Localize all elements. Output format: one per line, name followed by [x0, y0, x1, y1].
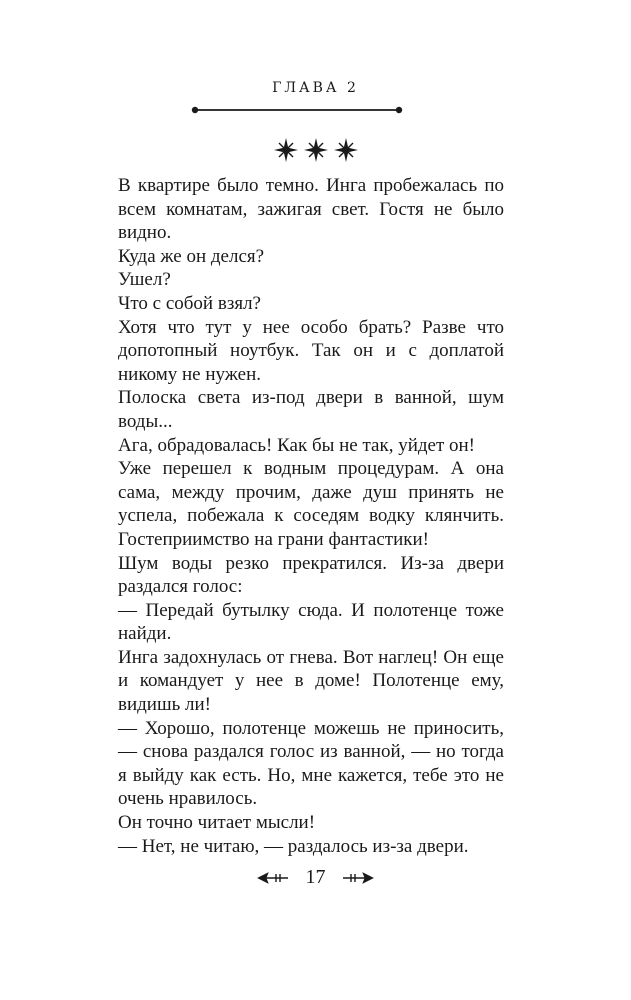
paragraph: — Хорошо, полотенце можешь не приносить, — снова раздался голос из ванной, — но тогда я выйду как есть. Но, мне кажется, тебе это не очень нравилось. [118, 717, 504, 810]
paragraph: В квартире было темно. Инга пробежалась по всем комнатам, зажигая свет. Гостя не было видно. [118, 175, 504, 244]
paragraph: Ага, обрадовалась! Как бы не так, уйдет он! [118, 434, 476, 456]
header-rule-left-dot [192, 107, 198, 113]
paragraph: Что с собой взял? [118, 292, 261, 314]
paragraph: Шум воды резко прекратился. Из-за двери раздался голос: [118, 552, 504, 598]
header-rule [191, 104, 403, 116]
arrow-left-ornament-icon [256, 871, 290, 885]
header-rule-right-dot [396, 107, 402, 113]
three-four-point-stars-icon [271, 136, 361, 164]
page-footer [0, 866, 631, 894]
paragraph: Куда же он делся? [118, 245, 265, 267]
paragraph: Полоска света из-под двери в ванной, шум воды... [118, 387, 504, 432]
section-break [0, 136, 631, 164]
body-text [118, 174, 504, 858]
arrow-right-ornament-icon [341, 871, 375, 885]
paragraph: — Передай бутылку сюда. И полотенце тоже найди. [118, 599, 504, 645]
paragraph: Он точно читает мысли! [118, 812, 316, 834]
paragraph: Уже перешел к водным процедурам. А она сама, между прочим, даже душ принять не успела, побежала к соседям водку клянчить. Гостеприимство на грани фантастики! [118, 458, 504, 550]
paragraph: — Нет, не читаю, — раздалось из-за двери. [118, 835, 469, 857]
paragraph: Хотя что тут у нее особо брать? Разве что допотопный ноутбук. Так он и с доплатой никому не нужен. [118, 316, 504, 385]
chapter-title: ГЛАВА 2 [272, 80, 359, 96]
page-number: 17 [305, 866, 326, 888]
paragraph: Инга задохнулась от гнева. Вот наглец! Он еще и командует у нее в доме! Полотенце ему, видишь ли! [118, 646, 504, 716]
paragraph: Ушел? [118, 269, 171, 291]
